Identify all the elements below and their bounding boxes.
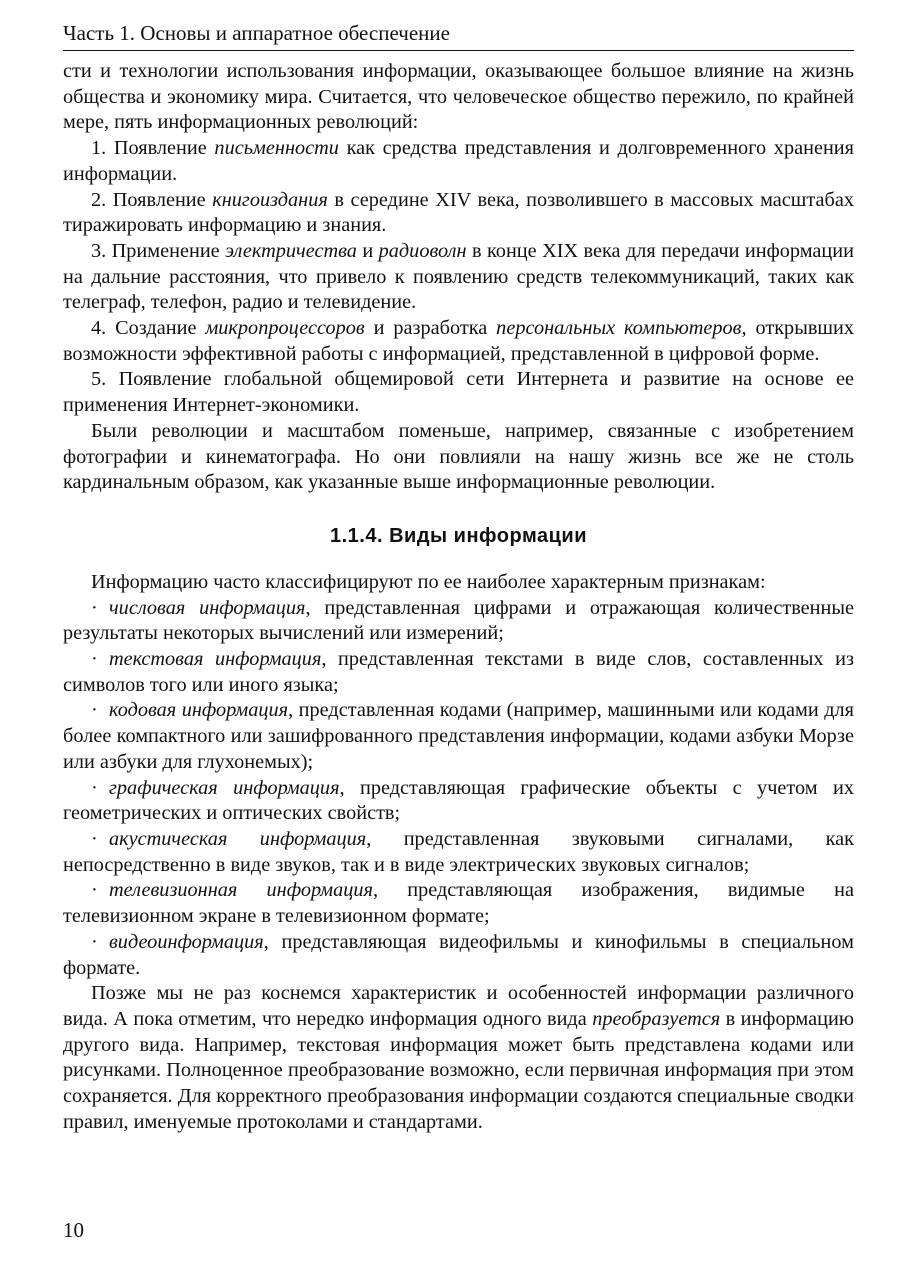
book-page [63, 20, 854, 1243]
info-type-item: · видеоинформация, представляющая видеофильмы и кинофильмы в специальном формате. [63, 930, 854, 979]
bullet-icon: · [91, 596, 98, 619]
info-type-item: · телевизионная информация, представляющая изображения, видимые на телевизионном экране в телевизионном формате; [63, 879, 854, 928]
final-paragraph: Позже мы не раз коснемся характеристик и особенностей информации различного вида. А пока отметим, что нередко информация одного вида преобразуется в информацию другого вида. Например, текстовая информация может быть представлена кодами или рисунками. Полноценное преобразование возможно, если первичная информация при этом сохраняется. Для корректного преобразования информации создаются специальные сводки правил, именуемые протоколами и стандартами. [63, 982, 854, 1133]
info-type-item: · кодовая информация, представленная кодами (например, машинными или кодами для более компактного или зашифрованного представления информации, кодами азбуки Морзе или азбуки для глухонемых); [63, 699, 854, 773]
bullet-icon: · [91, 930, 98, 953]
revolution-item-2: 2. Появление книгоиздания в середине XIV века, позволившего в массовых масштабах тиражировать информацию и знания. [63, 188, 854, 237]
section-heading: 1.1.4. Виды информации [330, 524, 587, 547]
bullet-icon: · [91, 648, 98, 671]
bullet-icon: · [91, 699, 98, 722]
bullet-icon: · [91, 827, 98, 850]
info-type-item: · графическая информация, представляющая графические объекты с учетом их геометрических и оптических свойств; [63, 776, 854, 825]
revolution-item-5: 5. Появление глобальной общемировой сети Интернета и развитие на основе ее применения Интернет-экономики. [63, 368, 854, 417]
page-body [63, 59, 854, 1135]
closing-paragraph: Были революции и масштабом поменьше, например, связанные с изобретением фотографии и кинематографа. Но они повлияли на нашу жизнь все же не столь кардинальным образом, как указанные выше информационные революции. [63, 419, 854, 494]
revolution-item-3: 3. Применение электричества и радиоволн в конце XIX века для передачи информации на дальние расстояния, что привело к появлению средств телекоммуникаций, таких как телеграф, телефон, радио и телевидение. [63, 239, 854, 314]
bullet-icon: · [91, 776, 98, 799]
revolution-item-4: 4. Создание микропроцессоров и разработка персональных компьютеров, открывших возможности эффективной работы с информацией, представленной в цифровой форме. [63, 317, 855, 365]
page-number: 10 [63, 1218, 84, 1242]
info-type-item: · текстовая информация, представленная текстами в виде слов, составленных из символов того или иного языка; [63, 648, 854, 696]
info-type-item: · акустическая информация, представленная звуковыми сигналами, как непосредственно в виде звуков, так и в виде электрических звуковых сигналов; [63, 827, 854, 876]
bullet-icon: · [91, 879, 98, 902]
running-header: Часть 1. Основы и аппаратное обеспечение [63, 20, 854, 51]
intro-paragraph: сти и технологии использования информации, оказывающее большое влияние на жизнь общества и экономику мира. Считается, что человеческое общество пережило, по крайней мере, пять информационных революций: [63, 60, 854, 134]
info-type-item: · числовая информация, представленная цифрами и отражающая количественные результаты некоторых вычислений или измерений; [63, 596, 854, 645]
section-lead: Информацию часто классифицируют по ее наиболее характерным признакам: [91, 570, 766, 593]
revolution-item-1: 1. Появление письменности как средства представления и долговременного хранения информации. [63, 137, 854, 185]
